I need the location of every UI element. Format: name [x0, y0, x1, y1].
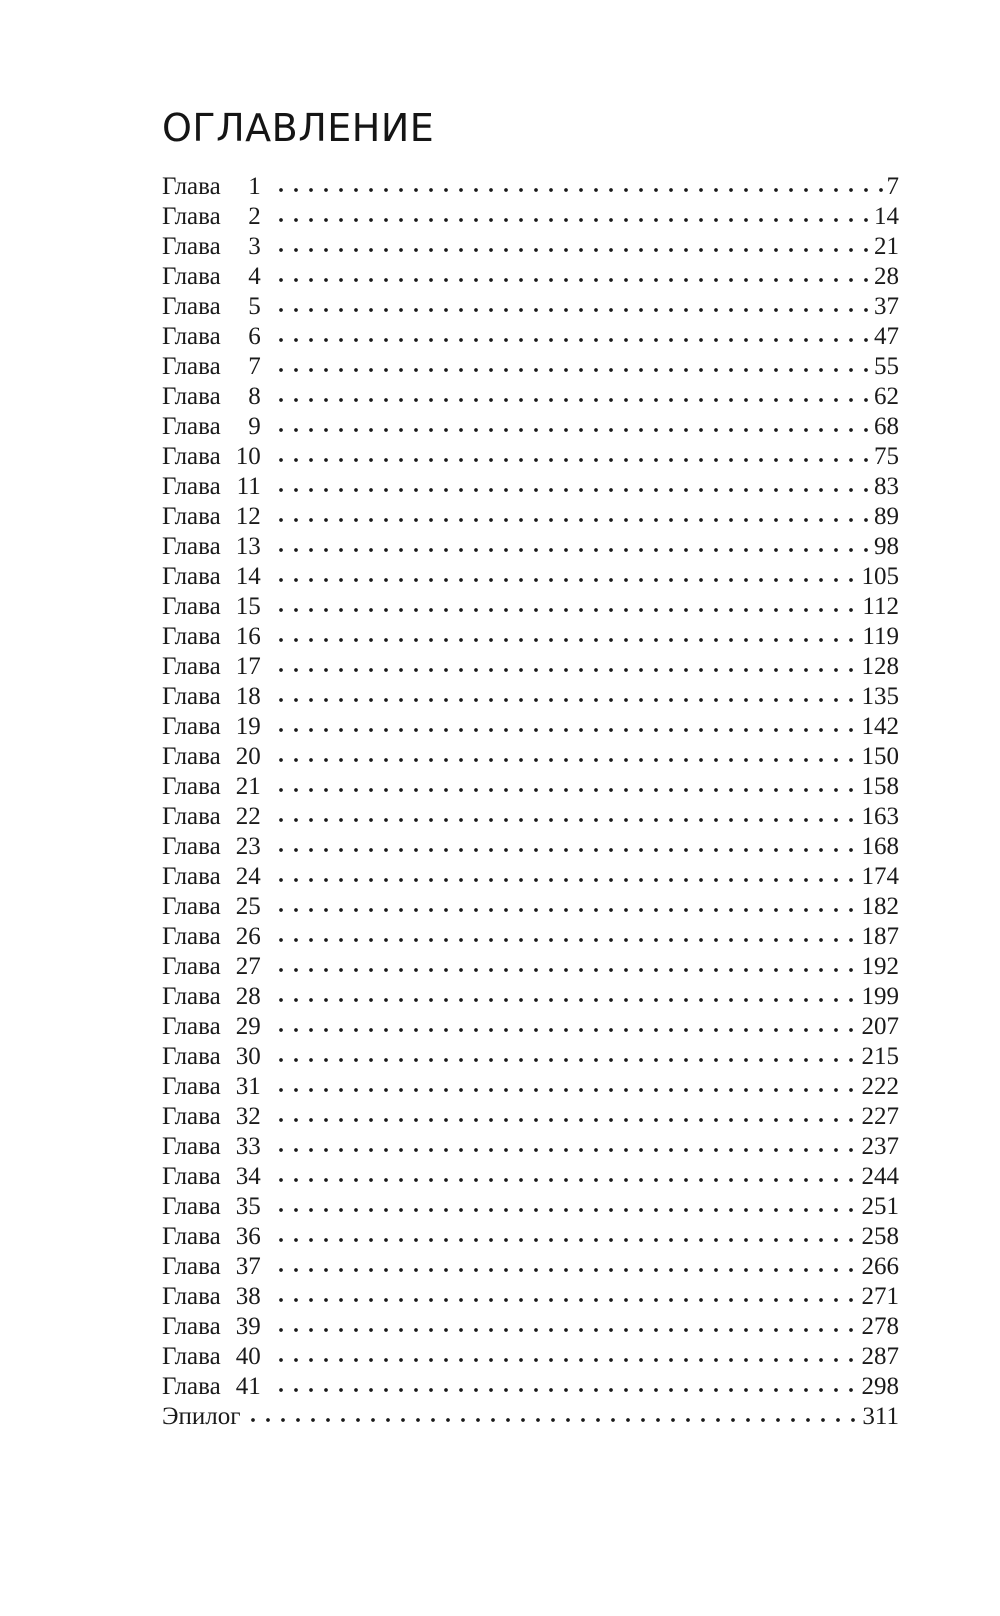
toc-entry — [162, 1162, 899, 1192]
toc-entry — [162, 442, 899, 472]
toc-entry-label: Глава — [162, 1373, 221, 1400]
toc-entry-number: 12 — [235, 503, 261, 530]
toc-page-number: 278 — [861, 1313, 899, 1340]
toc-entry-label: Глава — [162, 743, 221, 770]
toc-entry-number: 7 — [248, 353, 261, 380]
dot-leader — [279, 398, 872, 402]
toc-entry-number: 40 — [235, 1343, 261, 1370]
toc-entry-label: Глава — [162, 503, 221, 530]
toc-entry — [162, 232, 899, 262]
dot-leader — [279, 758, 860, 762]
toc-entry-label: Глава — [162, 1223, 221, 1250]
toc-entry — [162, 502, 899, 532]
toc-page-number: 187 — [861, 923, 899, 950]
toc-entry-label: Глава — [162, 1193, 221, 1220]
toc-entry — [162, 772, 899, 802]
toc-entry-label: Глава — [162, 1313, 221, 1340]
toc-entry — [162, 712, 899, 742]
toc-entry — [162, 802, 899, 832]
toc-entry-number: 2 — [248, 203, 261, 230]
toc-entry-number: 38 — [235, 1283, 261, 1310]
dot-leader — [279, 698, 860, 702]
toc-entry — [162, 262, 899, 292]
toc-entry-title — [162, 1372, 261, 1402]
toc-entry-number: 20 — [235, 743, 261, 770]
toc-entry-number: 16 — [235, 623, 261, 650]
toc-entry-number: 36 — [235, 1223, 261, 1250]
toc-entry-title — [162, 772, 261, 802]
toc-entry — [162, 1192, 899, 1222]
toc-entry-label: Глава — [162, 1163, 221, 1190]
toc-entry-label: Глава — [162, 473, 221, 500]
toc-entry-title — [162, 1012, 261, 1042]
toc-entry-title — [162, 832, 261, 862]
toc-entry-number: 35 — [235, 1193, 261, 1220]
toc-page-number: 62 — [874, 383, 899, 410]
toc-entry-label: Глава — [162, 893, 221, 920]
toc-entry-label: Глава — [162, 1103, 221, 1130]
toc-entry — [162, 412, 899, 442]
toc-page-number: 227 — [861, 1103, 899, 1130]
toc-page-number: 68 — [874, 413, 899, 440]
toc-entry-label: Глава — [162, 413, 221, 440]
toc-entry-number: 14 — [235, 563, 261, 590]
toc-entry-label: Эпилог — [162, 1403, 241, 1430]
toc-entry — [162, 682, 899, 712]
dot-leader — [279, 1028, 860, 1032]
toc-entry-number: 41 — [235, 1373, 261, 1400]
toc-entry-title — [162, 682, 261, 712]
dot-leader — [279, 1388, 860, 1392]
toc-entry-number: 13 — [235, 533, 261, 560]
toc-page-number: 311 — [862, 1403, 899, 1430]
dot-leader — [279, 998, 860, 1002]
toc-entry — [162, 472, 899, 502]
toc-entry-label: Глава — [162, 923, 221, 950]
toc-entry-label: Глава — [162, 443, 221, 470]
toc-page-number: 98 — [874, 533, 899, 560]
toc-entry-label: Глава — [162, 683, 221, 710]
toc-entry-label: Глава — [162, 983, 221, 1010]
toc-entry-title — [162, 712, 261, 742]
dot-leader — [279, 578, 860, 582]
toc-entry-label: Глава — [162, 233, 221, 260]
dot-leader — [279, 668, 860, 672]
toc-entry-label: Глава — [162, 1133, 221, 1160]
toc-entry — [162, 562, 899, 592]
toc-page-number: 237 — [861, 1133, 899, 1160]
toc-entry — [162, 292, 899, 322]
toc-page-number: 7 — [886, 173, 899, 200]
toc-entry-label: Глава — [162, 803, 221, 830]
toc-entry — [162, 592, 899, 622]
dot-leader — [279, 368, 872, 372]
toc-entry-label: Глава — [162, 653, 221, 680]
toc-entry — [162, 352, 899, 382]
toc-entry-number: 23 — [235, 833, 261, 860]
toc-entry — [162, 1072, 899, 1102]
toc-entry-title — [162, 982, 261, 1012]
toc-entry — [162, 652, 899, 682]
toc-entry-number: 39 — [235, 1313, 261, 1340]
dot-leader — [279, 938, 860, 942]
toc-page-number: 142 — [861, 713, 899, 740]
toc-entry-number: 29 — [235, 1013, 261, 1040]
toc-page-number: 158 — [861, 773, 899, 800]
toc-page-number: 258 — [861, 1223, 899, 1250]
toc-entry-number: 11 — [236, 473, 261, 500]
dot-leader — [279, 338, 872, 342]
dot-leader — [279, 788, 860, 792]
toc-entry-label: Глава — [162, 1343, 221, 1370]
toc-entry-label: Глава — [162, 833, 221, 860]
dot-leader — [279, 218, 872, 222]
toc-page-number: 28 — [874, 263, 899, 290]
dot-leader — [279, 728, 860, 732]
toc-entry — [162, 1042, 899, 1072]
toc-entry-title — [162, 1042, 261, 1072]
toc-entry-title — [162, 1072, 261, 1102]
toc-entry-title — [162, 862, 261, 892]
toc-entry-title — [162, 922, 261, 952]
toc-entry-title — [162, 352, 261, 382]
toc-entry — [162, 532, 899, 562]
toc-page-number: 14 — [874, 203, 899, 230]
toc-entry-number: 26 — [235, 923, 261, 950]
dot-leader — [279, 278, 872, 282]
dot-leader — [279, 518, 872, 522]
toc-entry — [162, 742, 899, 772]
table-of-contents — [162, 172, 899, 1432]
toc-entry-label: Глава — [162, 293, 221, 320]
toc-entry — [162, 982, 899, 1012]
toc-entry — [162, 1372, 899, 1402]
toc-entry — [162, 922, 899, 952]
toc-entry-number: 18 — [235, 683, 261, 710]
toc-entry-number: 32 — [235, 1103, 261, 1130]
dot-leader — [251, 1418, 861, 1422]
toc-entry-title — [162, 562, 261, 592]
dot-leader — [279, 638, 861, 642]
toc-entry-title — [162, 412, 261, 442]
toc-entry-label: Глава — [162, 563, 221, 590]
toc-page-number: 215 — [861, 1043, 899, 1070]
dot-leader — [279, 428, 872, 432]
toc-entry-title — [162, 1252, 261, 1282]
toc-entry — [162, 1402, 899, 1432]
toc-entry — [162, 1282, 899, 1312]
dot-leader — [279, 1178, 860, 1182]
toc-entry-title — [162, 502, 261, 532]
toc-entry — [162, 892, 899, 922]
toc-page-number: 128 — [861, 653, 899, 680]
toc-entry-label: Глава — [162, 773, 221, 800]
toc-page-number: 298 — [861, 1373, 899, 1400]
toc-entry-number: 21 — [235, 773, 261, 800]
toc-entry — [162, 1342, 899, 1372]
toc-page-number: 207 — [861, 1013, 899, 1040]
toc-entry-number: 5 — [248, 293, 261, 320]
toc-page-number: 47 — [874, 323, 899, 350]
dot-leader — [279, 1238, 860, 1242]
toc-entry-label: Глава — [162, 953, 221, 980]
toc-entry-number: 28 — [235, 983, 261, 1010]
toc-entry-title — [162, 1192, 261, 1222]
toc-entry — [162, 382, 899, 412]
dot-leader — [279, 308, 872, 312]
toc-entry — [162, 1312, 899, 1342]
toc-entry-title — [162, 1402, 241, 1432]
toc-entry-label: Глава — [162, 863, 221, 890]
dot-leader — [279, 818, 860, 822]
toc-page-number: 251 — [861, 1193, 899, 1220]
toc-entry-number: 15 — [235, 593, 261, 620]
toc-page-number: 287 — [861, 1343, 899, 1370]
toc-page-number: 182 — [861, 893, 899, 920]
toc-entry — [162, 862, 899, 892]
toc-entry-title — [162, 802, 261, 832]
toc-entry-label: Глава — [162, 383, 221, 410]
toc-entry-label: Глава — [162, 623, 221, 650]
toc-page-number: 244 — [861, 1163, 899, 1190]
toc-page-number: 174 — [861, 863, 899, 890]
toc-entry — [162, 1252, 899, 1282]
toc-entry-label: Глава — [162, 353, 221, 380]
toc-entry-number: 17 — [235, 653, 261, 680]
toc-entry-number: 4 — [248, 263, 261, 290]
toc-entry-title — [162, 322, 261, 352]
toc-entry-title — [162, 1132, 261, 1162]
toc-page-number: 21 — [874, 233, 899, 260]
dot-leader — [279, 248, 872, 252]
toc-entry-title — [162, 472, 261, 502]
toc-entry-title — [162, 232, 261, 262]
dot-leader — [279, 1328, 860, 1332]
toc-entry-title — [162, 202, 261, 232]
toc-entry-number: 27 — [235, 953, 261, 980]
toc-entry-title — [162, 442, 261, 472]
toc-entry-label: Глава — [162, 1013, 221, 1040]
toc-entry — [162, 202, 899, 232]
toc-entry-label: Глава — [162, 173, 221, 200]
dot-leader — [279, 608, 861, 612]
toc-entry-number: 31 — [235, 1073, 261, 1100]
toc-entry — [162, 952, 899, 982]
toc-page-number: 75 — [874, 443, 899, 470]
dot-leader — [279, 1268, 860, 1272]
toc-page-number: 135 — [861, 683, 899, 710]
toc-entry-number: 37 — [235, 1253, 261, 1280]
toc-entry-number: 10 — [235, 443, 261, 470]
toc-entry-number: 19 — [235, 713, 261, 740]
toc-page-number: 89 — [874, 503, 899, 530]
toc-entry-title — [162, 1312, 261, 1342]
toc-entry — [162, 622, 899, 652]
toc-entry-title — [162, 1282, 261, 1312]
toc-entry — [162, 1102, 899, 1132]
toc-entry-title — [162, 952, 261, 982]
toc-entry-number: 30 — [235, 1043, 261, 1070]
dot-leader — [279, 548, 872, 552]
toc-page-number: 271 — [861, 1283, 899, 1310]
toc-entry-number: 1 — [248, 173, 261, 200]
dot-leader — [279, 968, 860, 972]
toc-entry-title — [162, 1222, 261, 1252]
toc-entry — [162, 1132, 899, 1162]
toc-entry-number: 25 — [235, 893, 261, 920]
toc-entry-title — [162, 892, 261, 922]
toc-entry-number: 24 — [235, 863, 261, 890]
toc-entry-title — [162, 622, 261, 652]
toc-entry — [162, 172, 899, 202]
dot-leader — [279, 188, 885, 192]
toc-entry-label: Глава — [162, 263, 221, 290]
toc-entry-number: 22 — [235, 803, 261, 830]
toc-entry-title — [162, 172, 261, 202]
toc-entry-title — [162, 292, 261, 322]
toc-entry-label: Глава — [162, 713, 221, 740]
dot-leader — [279, 1118, 860, 1122]
toc-entry-title — [162, 382, 261, 412]
toc-entry-title — [162, 262, 261, 292]
toc-page-number: 37 — [874, 293, 899, 320]
toc-entry-label: Глава — [162, 1283, 221, 1310]
dot-leader — [279, 488, 872, 492]
toc-entry — [162, 1222, 899, 1252]
toc-entry — [162, 832, 899, 862]
toc-entry-label: Глава — [162, 1073, 221, 1100]
toc-page-number: 266 — [861, 1253, 899, 1280]
toc-entry-title — [162, 1162, 261, 1192]
toc-entry-label: Глава — [162, 533, 221, 560]
toc-entry-label: Глава — [162, 1043, 221, 1070]
dot-leader — [279, 1358, 860, 1362]
toc-entry-number: 8 — [248, 383, 261, 410]
toc-entry-label: Глава — [162, 203, 221, 230]
dot-leader — [279, 908, 860, 912]
toc-entry-title — [162, 742, 261, 772]
toc-entry-label: Глава — [162, 593, 221, 620]
toc-entry — [162, 1012, 899, 1042]
toc-entry-number: 34 — [235, 1163, 261, 1190]
toc-entry-title — [162, 532, 261, 562]
toc-entry-title — [162, 592, 261, 622]
toc-page-number: 112 — [862, 593, 899, 620]
toc-entry-label: Глава — [162, 323, 221, 350]
page-title: ОГЛАВЛЕНИЕ — [162, 106, 435, 150]
toc-page-number: 163 — [861, 803, 899, 830]
dot-leader — [279, 848, 860, 852]
toc-page-number: 119 — [862, 623, 899, 650]
dot-leader — [279, 1088, 860, 1092]
toc-page-number: 199 — [861, 983, 899, 1010]
toc-page-number: 222 — [861, 1073, 899, 1100]
dot-leader — [279, 1298, 860, 1302]
toc-page-number: 192 — [861, 953, 899, 980]
toc-page-number: 150 — [861, 743, 899, 770]
dot-leader — [279, 1148, 860, 1152]
dot-leader — [279, 878, 860, 882]
toc-page-number: 83 — [874, 473, 899, 500]
toc-page-number: 168 — [861, 833, 899, 860]
dot-leader — [279, 1208, 860, 1212]
toc-entry-label: Глава — [162, 1253, 221, 1280]
toc-page-number: 105 — [861, 563, 899, 590]
dot-leader — [279, 458, 872, 462]
toc-entry-title — [162, 652, 261, 682]
toc-entry-title — [162, 1342, 261, 1372]
dot-leader — [279, 1058, 860, 1062]
toc-entry — [162, 322, 899, 352]
toc-entry-number: 9 — [248, 413, 261, 440]
toc-entry-number: 6 — [248, 323, 261, 350]
toc-entry-number: 33 — [235, 1133, 261, 1160]
toc-entry-number: 3 — [248, 233, 261, 260]
toc-page-number: 55 — [874, 353, 899, 380]
toc-entry-title — [162, 1102, 261, 1132]
